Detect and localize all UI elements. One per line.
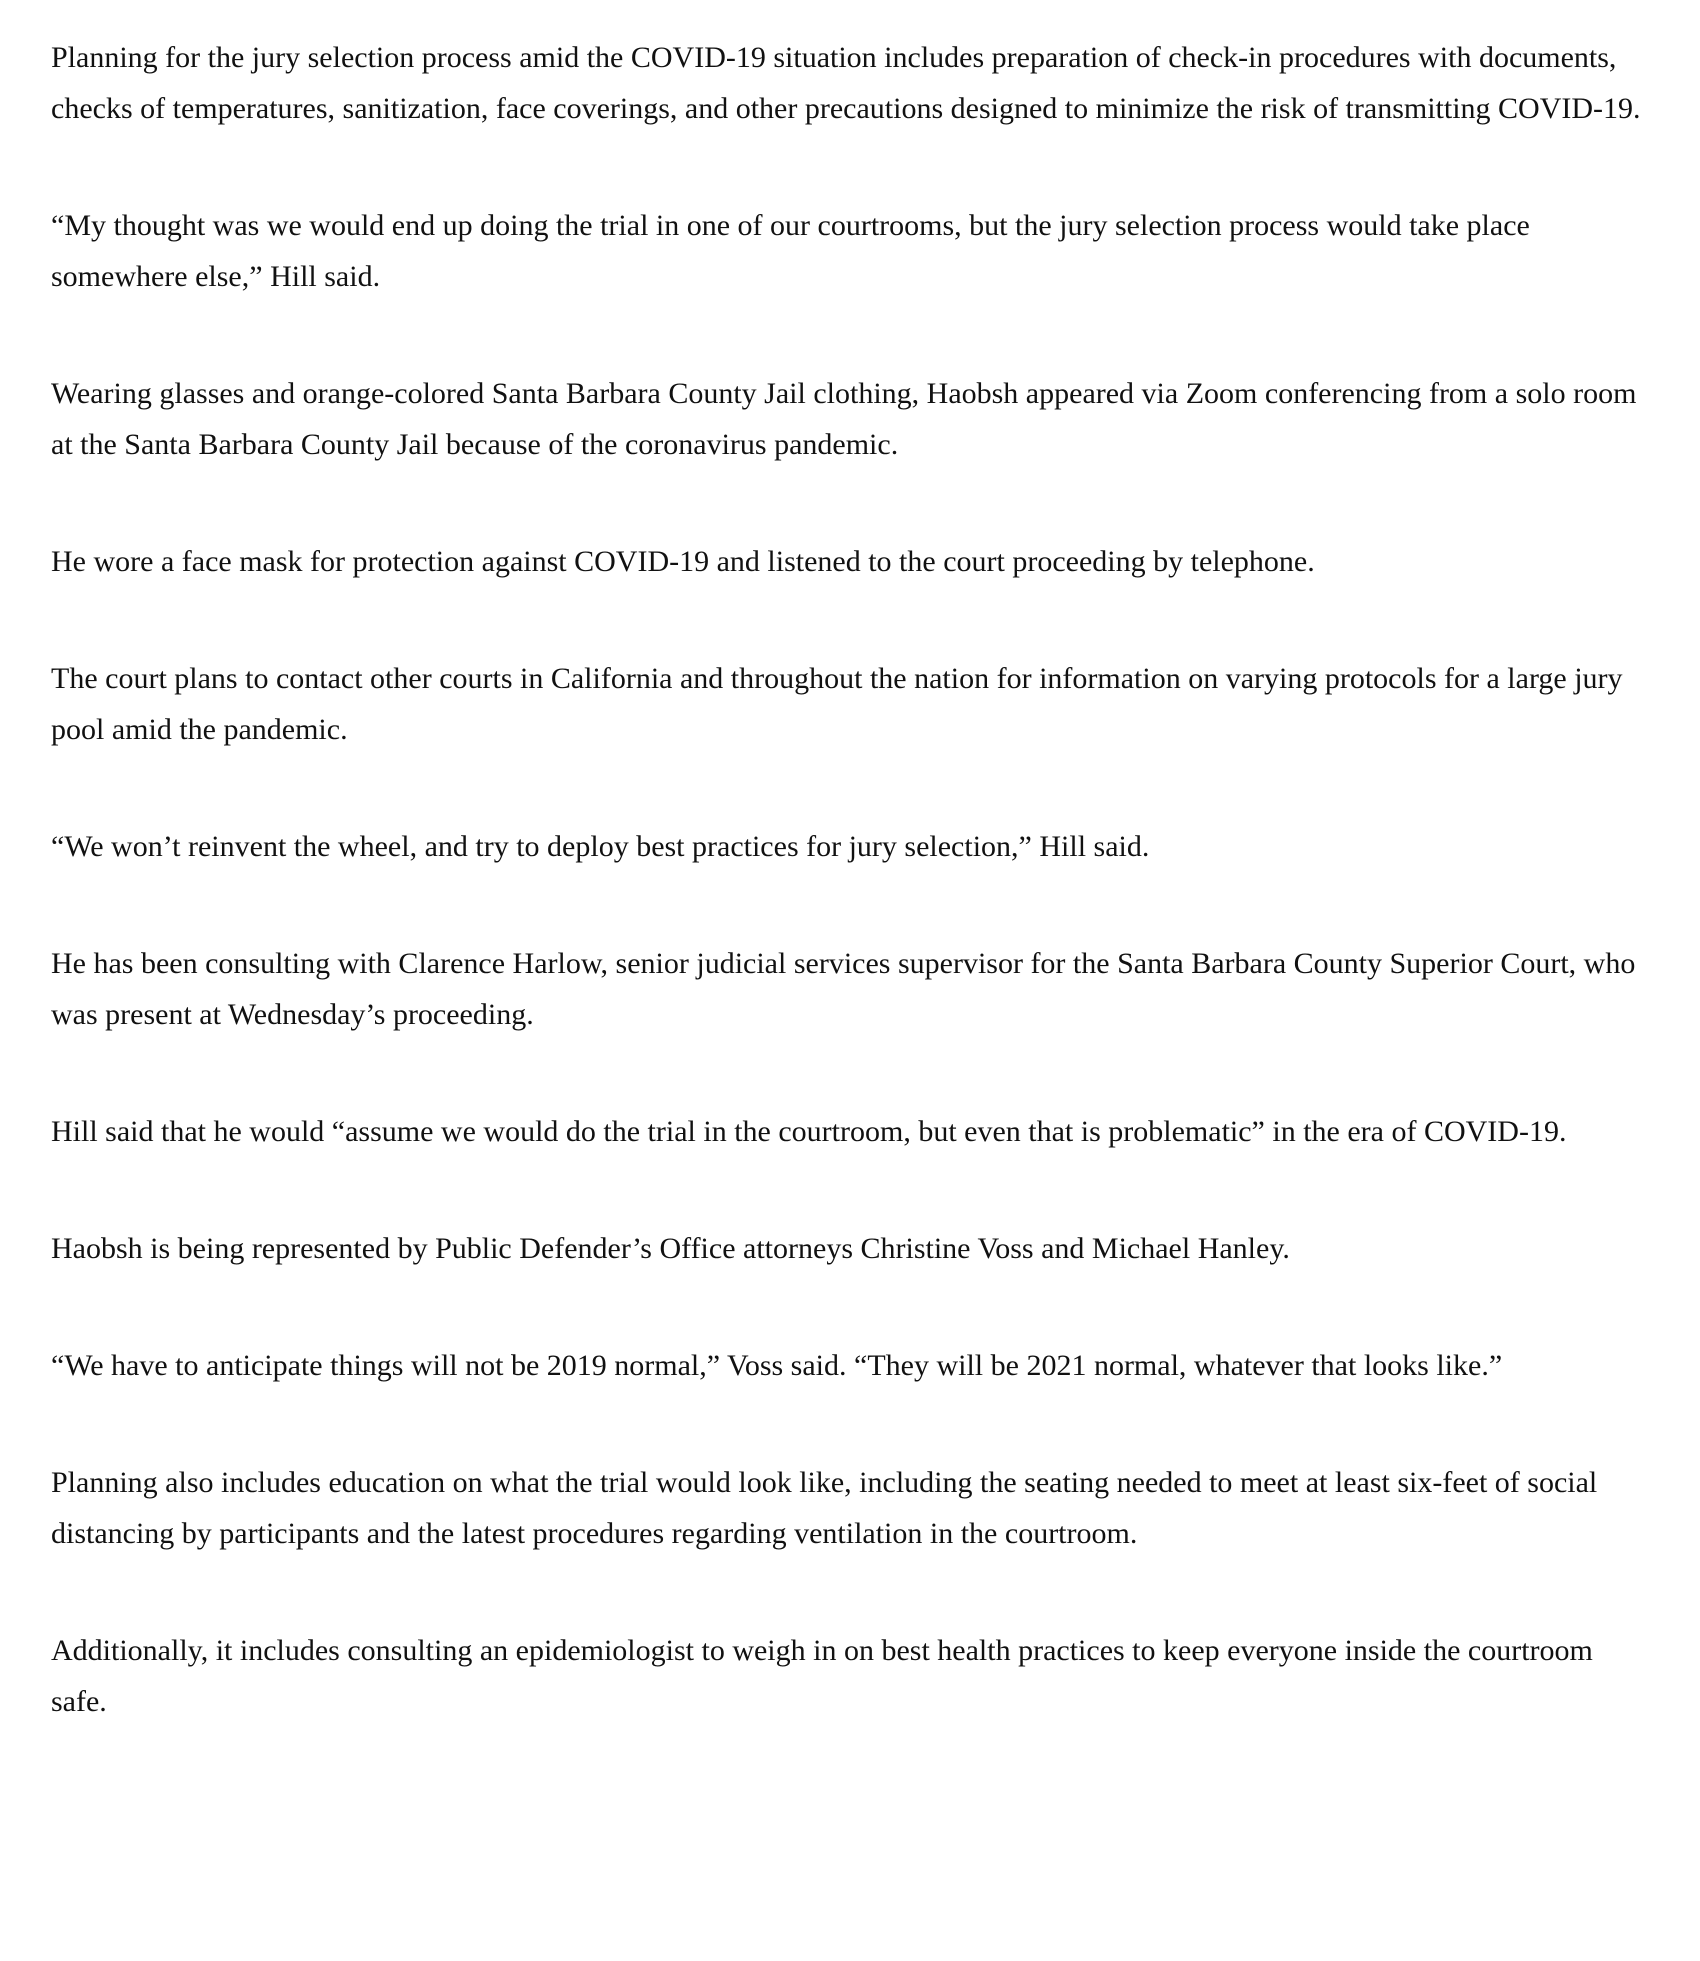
paragraph: Additionally, it includes consulting an epidemiologist to weigh in on best health practices to keep everyone inside the courtroom safe. (51, 1634, 1593, 1718)
paragraph: Planning for the jury selection process amid the COVID-19 situation includes preparation of check-in procedures with documents, checks of temperatures, sanitization, face coverings, and other precautions designed to minimize the risk of transmitting COVID-19. (51, 41, 1641, 125)
paragraph: He wore a face mask for protection against COVID-19 and listened to the court proceeding by telephone. (51, 545, 1315, 578)
paragraph: Wearing glasses and orange-colored Santa Barbara County Jail clothing, Haobsh appeared via Zoom conferencing from a solo room at the Santa Barbara County Jail because of the coronavirus pandemic. (51, 377, 1637, 461)
article-body (51, 32, 1651, 1727)
paragraph: “We won’t reinvent the wheel, and try to deploy best practices for jury selection,” Hill said. (51, 830, 1150, 863)
paragraph: The court plans to contact other courts in California and throughout the nation for information on varying protocols for a large jury pool amid the pandemic. (51, 662, 1623, 746)
paragraph: “My thought was we would end up doing the trial in one of our courtrooms, but the jury selection process would take place somewhere else,” Hill said. (51, 209, 1530, 293)
paragraph: Hill said that he would “assume we would do the trial in the courtroom, but even that is problematic” in the era of COVID-19. (51, 1115, 1567, 1148)
paragraph: Planning also includes education on what the trial would look like, including the seating needed to meet at least six-feet of social distancing by participants and the latest procedures regarding ventilation in the courtroom. (51, 1466, 1598, 1550)
paragraph: He has been consulting with Clarence Harlow, senior judicial services supervisor for the Santa Barbara County Superior Court, who was present at Wednesday’s proceeding. (51, 947, 1636, 1031)
paragraph: Haobsh is being represented by Public Defender’s Office attorneys Christine Voss and Michael Hanley. (51, 1232, 1290, 1265)
paragraph: “We have to anticipate things will not be 2019 normal,” Voss said. “They will be 2021 normal, whatever that looks like.” (51, 1349, 1503, 1382)
